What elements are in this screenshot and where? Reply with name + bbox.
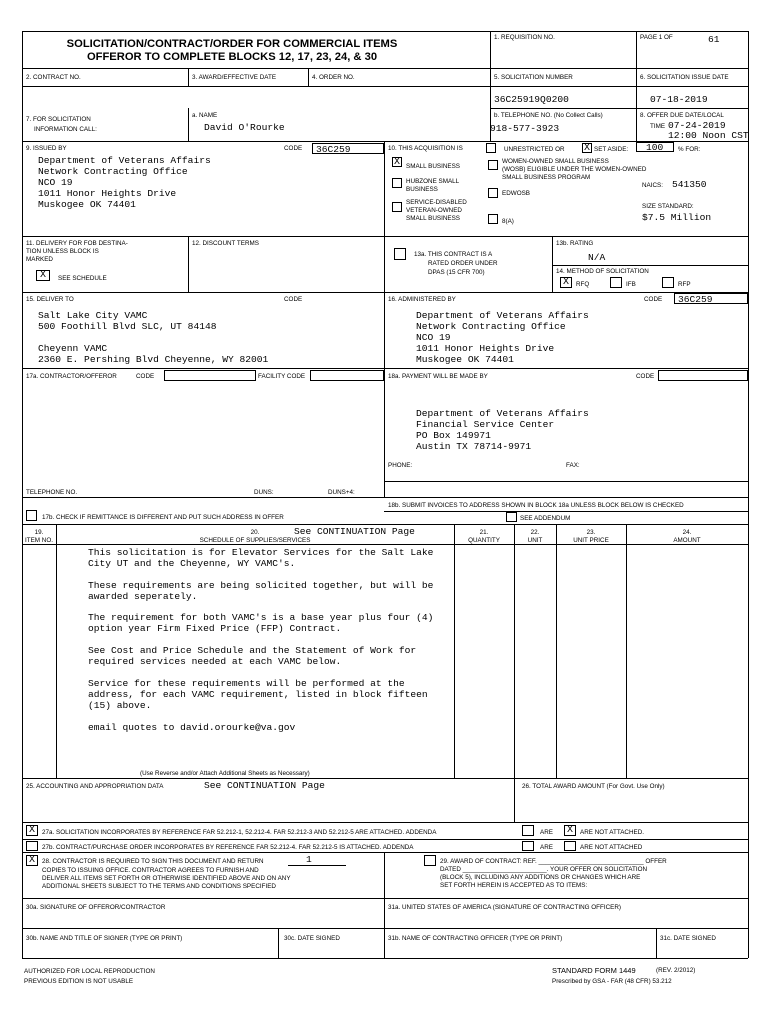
prescribed-by: Prescribed by GSA - FAR (48 CFR) 53.212 xyxy=(552,978,672,985)
form-subtitle: OFFEROR TO COMPLETE BLOCKS 12, 17, 23, 24, & 30 xyxy=(86,51,378,63)
contractor-label: 17a. CONTRACTOR/OFFEROR xyxy=(26,373,117,380)
col-quantity: 21. QUANTITY xyxy=(468,529,500,544)
wosb-checkbox[interactable] xyxy=(488,160,498,170)
rated-order-label: 13a. THIS CONTRACT IS A xyxy=(414,251,493,258)
27b-label: 27b. CONTRACT/PURCHASE ORDER INCORPORATES BY REFERENCE FAR 52.212-4. FAR 52.212-5 IS ATTACHED. ADDENDA xyxy=(42,844,414,851)
see-schedule-label: SEE SCHEDULE xyxy=(58,275,107,282)
rfp-label: RFP xyxy=(678,281,691,288)
dpas-label: DPAS (15 CFR 700) xyxy=(428,269,485,276)
naics-label: NAICS: xyxy=(642,182,663,189)
27b-are-label: ARE xyxy=(540,844,553,851)
naics-code: 541350 xyxy=(672,179,707,190)
method-label: 14. METHOD OF SOLICITATION xyxy=(556,268,649,275)
unrestricted-label: UNRESTRICTED OR xyxy=(504,146,565,153)
admin-code-label: CODE xyxy=(644,296,663,303)
footer-previous-edition: PREVIOUS EDITION IS NOT USABLE xyxy=(24,978,134,985)
27a-checkbox[interactable]: X xyxy=(26,825,38,836)
fob-label: 11. DELIVERY FOR FOB DESTINA- TION UNLESS BLOCK IS MARKED xyxy=(26,240,128,263)
8a-checkbox[interactable] xyxy=(488,214,498,224)
hubzone-label: HUBZONE SMALL BUSINESS xyxy=(406,178,460,193)
small-business-label: SMALL BUSINESS xyxy=(406,163,461,170)
deliver-to-label: 15. DELIVER TO xyxy=(26,296,74,303)
rated-order-checkbox[interactable] xyxy=(394,248,406,260)
form-title: SOLICITATION/CONTRACT/ORDER FOR COMMERCIAL ITEMS xyxy=(66,38,398,50)
27a-are-label: ARE xyxy=(540,829,553,836)
rfp-checkbox[interactable] xyxy=(662,277,674,288)
form-number: STANDARD FORM 1449 xyxy=(552,966,636,975)
rfq-checkbox[interactable]: X xyxy=(560,277,572,288)
invoice-label: 18b. SUBMIT INVOICES TO ADDRESS SHOWN IN BLOCK 18a UNLESS BLOCK BELOW IS CHECKED xyxy=(388,502,684,509)
form-revision: (REV. 2/2012) xyxy=(656,967,696,974)
discount-terms-label: 12. DISCOUNT TERMS xyxy=(192,240,259,247)
telephone-label: TELEPHONE NO. xyxy=(26,489,78,496)
see-continuation: See CONTINUATION Page xyxy=(294,526,415,537)
wosb-label: WOMEN-OWNED SMALL BUSINESS (WOSB) ELIGIBLE UNDER THE WOMEN-OWNED SMALL BUSINESS PROGRAM xyxy=(502,158,647,181)
footer-reproduction: AUTHORIZED FOR LOCAL REPRODUCTION xyxy=(24,968,155,975)
accounting-label: 25. ACCOUNTING AND APPROPRIATION DATA xyxy=(26,783,164,790)
edwosb-label: EDWOSB xyxy=(502,190,530,197)
issued-by-label: 9. ISSUED BY xyxy=(26,145,67,152)
unrestricted-checkbox[interactable] xyxy=(486,143,496,153)
payment-address: Department of Veterans Affairs Financial Service Center PO Box 149971 Austin TX 78714-9971 xyxy=(416,408,589,453)
edwosb-checkbox[interactable] xyxy=(488,188,498,198)
28-line-2: COPIES TO ISSUING OFFICE. CONTRACTOR AGREES TO FURNISH AND DELIVER ALL ITEMS SET FORTH OR OTHERWISE IDENTIFIED ABOVE AND ON ANY ADDITIONAL SHEETS SUBJECT TO THE TERMS AND CONDITIONS SPECIFIED xyxy=(42,867,291,890)
info-call-label: INFORMATION CALL: xyxy=(34,126,97,133)
col-schedule: 20. SCHEDULE OF SUPPLIES/SERVICES xyxy=(199,529,311,544)
31a-label: 31a. UNITED STATES OF AMERICA (SIGNATURE OF CONTRACTING OFFICER) xyxy=(388,904,622,911)
27a-are-checkbox[interactable] xyxy=(522,825,534,836)
order-no-label: 4. ORDER NO. xyxy=(312,74,355,81)
ifb-checkbox[interactable] xyxy=(610,277,622,288)
requisition-label: 1. REQUISITION NO. xyxy=(494,34,555,41)
reverse-note: (Use Reverse and/or Attach Additional Sheets as Necessary) xyxy=(140,770,310,777)
administered-by-address: Department of Veterans Affairs Network Contracting Office NCO 19 1011 Honor Heights Drive Muskogee OK 74401 xyxy=(416,310,589,366)
acquisition-label: 10. THIS ACQUISITION IS xyxy=(388,145,463,152)
schedule-description: This solicitation is for Elevator Services for the Salt Lake City UT and the Cheyenne, WY VAMC's. These requirements are being solicited together, but will be awarded seperately. The requirement for both VAMC's is a base year plus four (4) option year Firm Fixed Price (FFP) Contract. See Cost and Price Schedule and the Statement of Work for required services needed at each VAMC below. Service for these requirements will be performed at the address, for each VAMC requirement, listed in block fifteen (15) above. email quotes to david.orourke@va.gov xyxy=(88,547,434,733)
payment-code-label: CODE xyxy=(636,373,655,380)
see-schedule-checkbox[interactable]: X xyxy=(36,270,50,281)
contact-phone: 918-577-3923 xyxy=(490,123,560,134)
8a-label: 8(A) xyxy=(502,218,514,225)
issue-date: 07-18-2019 xyxy=(650,94,708,105)
27b-checkbox[interactable] xyxy=(26,841,38,851)
29-label: 29. AWARD OF CONTRACT: REF. ______________________________ OFFER DATED ________________________. YOUR OFFER ON SOLICITATION (BLOCK 5), INCLUDING ANY ADDITIONS OR CHANGES WHICH ARE SET FORTH HEREIN IS ACCEPTED AS TO ITEMS: xyxy=(440,858,667,889)
27a-are-not-checkbox[interactable]: X xyxy=(564,825,576,836)
phone-label: b. TELEPHONE NO. (No Collect Calls) xyxy=(494,112,603,119)
set-aside-checkbox[interactable]: X xyxy=(583,143,590,154)
payment-fax-label: FAX: xyxy=(566,462,580,469)
col-unit: 22. UNIT xyxy=(527,529,543,544)
27b-are-checkbox[interactable] xyxy=(522,841,534,851)
due-date: 07-24-2019 xyxy=(668,120,726,131)
remittance-label: 17b. CHECK IF REMITTANCE IS DIFFERENT AND PUT SUCH ADDRESS IN OFFER xyxy=(42,514,284,521)
copies-value: 1 xyxy=(306,854,312,865)
total-award-label: 26. TOTAL AWARD AMOUNT (For Govt. Use Only) xyxy=(522,783,665,790)
contract-no-label: 2. CONTRACT NO. xyxy=(26,74,81,81)
addendum-checkbox[interactable] xyxy=(506,512,517,522)
27b-are-not-label: ARE NOT ATTACHED xyxy=(580,844,643,851)
sdvosb-label: SERVICE-DISABLED VETERAN-OWNED SMALL BUSINESS xyxy=(406,199,467,222)
accounting-value: See CONTINUATION Page xyxy=(204,780,325,791)
31b-label: 31b. NAME OF CONTRACTING OFFICER (TYPE OR PRINT) xyxy=(388,935,563,942)
27b-are-not-checkbox[interactable] xyxy=(564,841,576,851)
name-label: a. NAME xyxy=(192,112,218,119)
27a-label: 27a. SOLICITATION INCORPORATES BY REFERENCE FAR 52.212-1, 52.212-4. FAR 52.212-3 AND 52.212-5 ARE ATTACHED. ADDENDA xyxy=(42,829,437,836)
issue-date-label: 6. SOLICITATION ISSUE DATE xyxy=(640,74,729,81)
remittance-checkbox[interactable] xyxy=(26,510,37,521)
29-checkbox[interactable] xyxy=(424,855,436,866)
ifb-label: IFB xyxy=(626,281,636,288)
col-item-no: 19. ITEM NO. xyxy=(25,529,53,544)
deliver-to-address: Salt Lake City VAMC 500 Foothill Blvd SLC, UT 84148 Cheyenn VAMC 2360 E. Pershing Blvd Cheyenne, WY 82001 xyxy=(38,310,269,366)
page-total: 61 xyxy=(708,34,720,45)
facility-code-label: FACILITY CODE xyxy=(258,373,306,380)
admin-code: 36C259 xyxy=(678,294,713,305)
rated-order-label-2: RATED ORDER UNDER xyxy=(428,260,498,267)
30a-label: 30a. SIGNATURE OF OFFEROR/CONTRACTOR xyxy=(26,904,166,911)
size-standard: $7.5 Million xyxy=(642,212,712,223)
solicitation-info-label: 7. FOR SOLICITATION xyxy=(26,116,91,123)
addendum-label: SEE ADDENDUM xyxy=(520,515,571,522)
sdvosb-checkbox[interactable] xyxy=(392,202,402,212)
28-checkbox[interactable]: X xyxy=(26,855,38,866)
percent-for-label: % FOR: xyxy=(678,146,701,153)
solicitation-number: 36C25919Q0200 xyxy=(494,94,569,105)
issued-code: 36C259 xyxy=(316,144,351,155)
30b-label: 30b. NAME AND TITLE OF SIGNER (TYPE OR PRINT) xyxy=(26,935,183,942)
time-label: TIME xyxy=(650,123,666,130)
col-amount: 24. AMOUNT xyxy=(673,529,701,544)
award-date-label: 3. AWARD/EFFECTIVE DATE xyxy=(192,74,277,81)
rating-label: 13b. RATING xyxy=(556,240,594,247)
issued-code-label: CODE xyxy=(284,145,303,152)
31c-label: 31c. DATE SIGNED xyxy=(660,935,716,942)
administered-by-label: 16. ADMINISTERED BY xyxy=(388,296,456,303)
due-time: 12:00 Noon CST xyxy=(668,130,749,141)
small-business-checkbox[interactable]: X xyxy=(393,157,400,168)
payment-phone-label: PHONE: xyxy=(388,462,413,469)
28-label: 28. CONTRACTOR IS REQUIRED TO SIGN THIS DOCUMENT AND RETURN xyxy=(42,858,264,865)
size-standard-label: SIZE STANDARD: xyxy=(642,203,694,210)
col-unit-price: 23. UNIT PRICE xyxy=(573,529,609,544)
payment-label: 18a. PAYMENT WILL BE MADE BY xyxy=(388,373,488,380)
issued-by-address: Department of Veterans Affairs Network Contracting Office NCO 19 1011 Honor Heights Drive Muskogee OK 74401 xyxy=(38,155,211,211)
contractor-code-label: CODE xyxy=(136,373,155,380)
page-label: PAGE 1 OF xyxy=(640,34,673,41)
contact-name: David O'Rourke xyxy=(204,122,285,133)
rfq-label: RFQ xyxy=(576,281,590,288)
duns-label: DUNS: xyxy=(254,489,274,496)
27a-are-not-label: ARE NOT ATTACHED. xyxy=(580,829,645,836)
deliver-code-label: CODE xyxy=(284,296,303,303)
solicitation-number-label: 5. SOLICITATION NUMBER xyxy=(494,74,573,81)
hubzone-checkbox[interactable] xyxy=(392,178,402,188)
duns4-label: DUNS+4: xyxy=(328,489,355,496)
set-aside-label: SET ASIDE: xyxy=(594,146,629,153)
set-aside-percent: 100 xyxy=(646,142,664,153)
rating-value: N/A xyxy=(588,252,606,263)
30c-label: 30c. DATE SIGNED xyxy=(284,935,340,942)
due-date-label: 8. OFFER DUE DATE/LOCAL xyxy=(640,112,724,119)
